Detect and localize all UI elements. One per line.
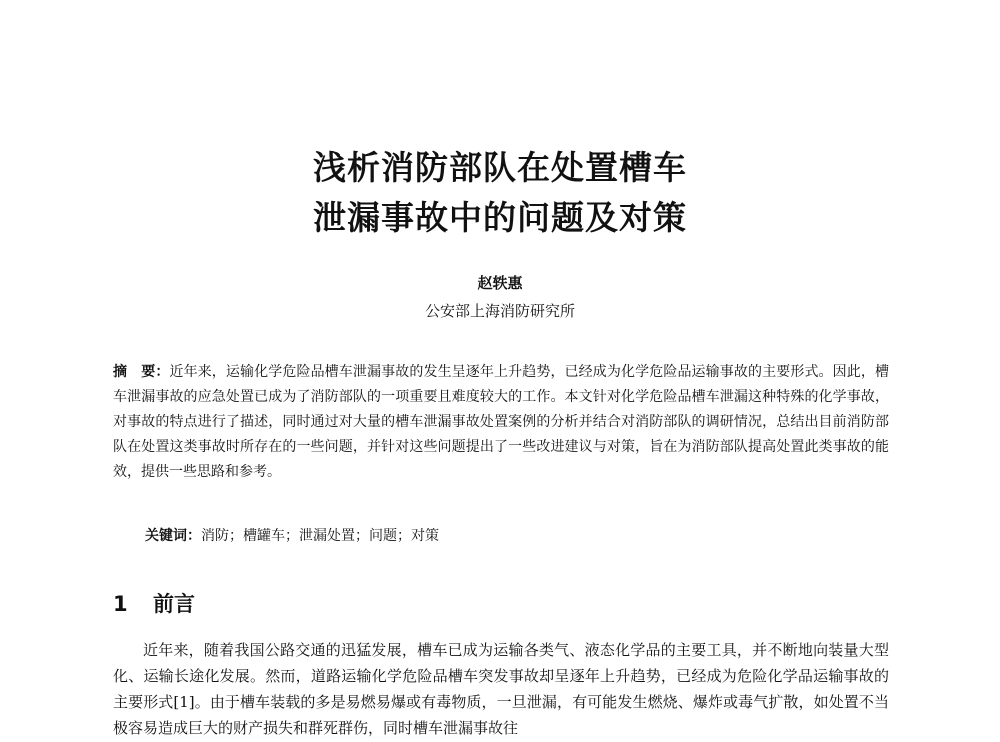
section-heading (113, 588, 195, 618)
section-number: 1 (113, 592, 128, 616)
keywords (145, 525, 439, 545)
author-affiliation: 公安部上海消防研究所 (424, 302, 575, 320)
author-name: 赵轶惠 (477, 274, 523, 292)
title-line-1: 浅析消防部队在处置槽车 (313, 148, 687, 187)
section-paragraph: 近年来，随着我国公路交通的迅猛发展，槽车已成为运输各类气、液态化学品的主要工具，并不断地向装量大型化、运输长途化发展。然而，道路运输化学危险品槽车突发事故却呈逐年上升趋势，已经成为危险化学品运输事故的主要形式[1]。由于槽车装载的多是易燃易爆或有毒物质，一旦泄漏，有可能发生燃烧、爆炸或毒气扩散，如处置不当极容易造成巨大的财产损失和群死群伤，同时槽车泄漏事故往 (113, 641, 889, 737)
abstract-text: 近年来，运输化学危险品槽车泄漏事故的发生呈逐年上升趋势，已经成为化学危险品运输事故的主要形式。因此，槽车泄漏事故的应急处置已成为了消防部队的一项重要且难度较大的工作。本文针对化学危险品槽车泄漏这种特殊的化学事故，对事故的特点进行了描述，同时通过对大量的槽车泄漏事故处置案例的分析并结合对消防部队的调研情况，总结出目前消防部队在处置这类事故时所存在的一些问题，并针对这些问题提出了一些改进建议与对策，旨在为消防部队提高处置此类事故的能效，提供一些思路和参考。 (113, 364, 890, 480)
paper-title (0, 143, 1000, 243)
keywords-label: 关键词： (145, 528, 201, 544)
title-line-2: 泄漏事故中的问题及对策 (313, 198, 687, 237)
abstract (113, 360, 889, 485)
keywords-text: 消防；槽罐车；泄漏处置；问题；对策 (201, 528, 439, 544)
abstract-label: 摘 要： (113, 364, 170, 380)
section-title: 前言 (153, 592, 195, 616)
